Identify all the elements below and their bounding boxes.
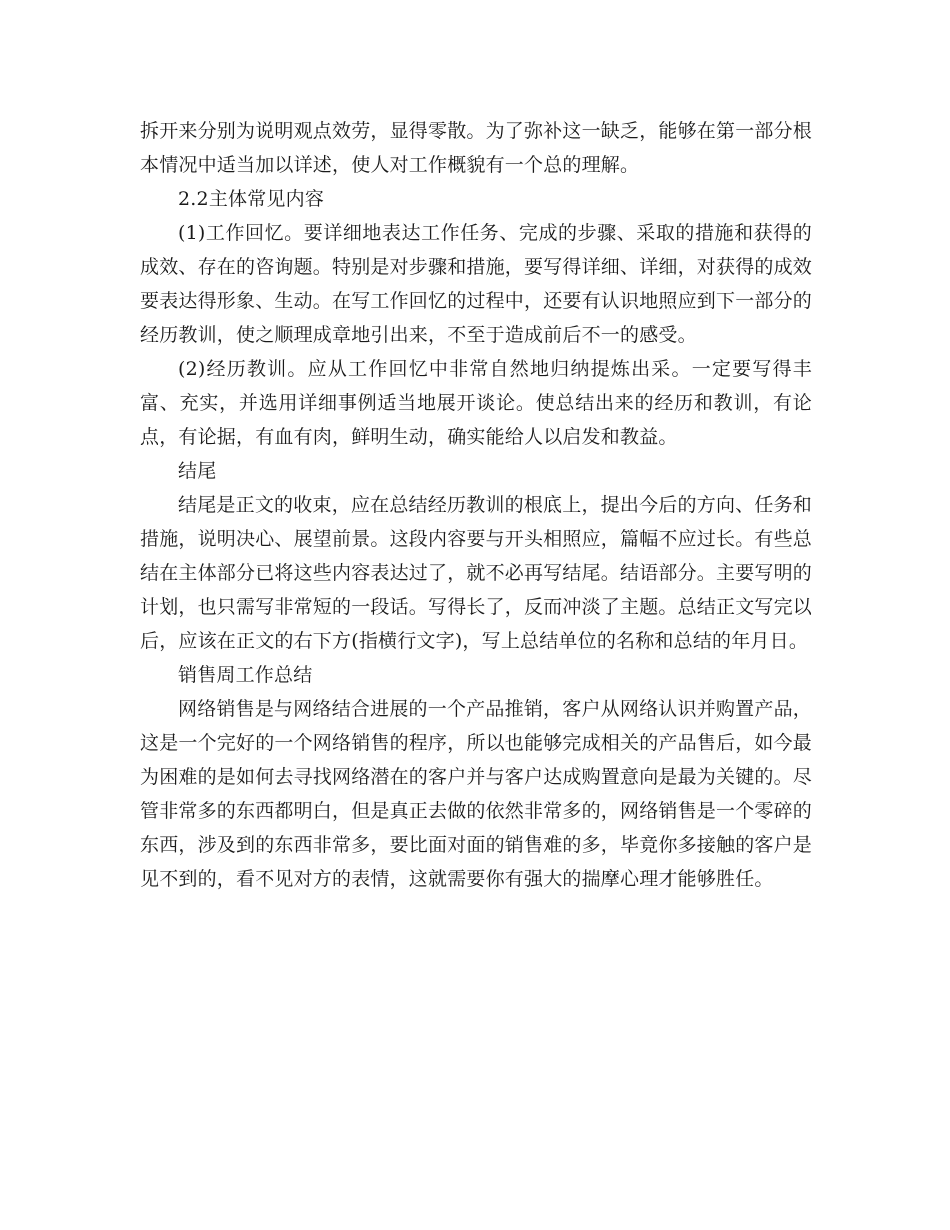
paragraph-continuation: 拆开来分别为说明观点效劳，显得零散。为了弥补这一缺乏，能够在第一部分根本情况中适当加以详述，使人对工作概貌有一个总的理解。 (140, 120, 813, 176)
paragraph-sales: 网络销售是与网络结合进展的一个产品推销，客户从网络认识并购置产品，这是一个完好的一个网络销售的程序，所以也能够完成相关的产品售后，如今最为困难的是如何去寻找网络潜在的客户并与客户达成购置意向是最为关键的。尽管非常多的东西都明白，但是真正去做的依然非常多的，网络销售是一个零碎的东西，涉及到的东西非常多，要比面对面的销售难的多，毕竟你多接触的客户是见不到的，看不见对方的表情，这就需要你有强大的揣摩心理才能够胜任。 (140, 698, 813, 890)
document-body (140, 114, 812, 896)
paragraph-work-review: (1)工作回忆。要详细地表达工作任务、完成的步骤、采取的措施和获得的成效、存在的咨询题。特别是对步骤和措施，要写得详细、详细，对获得的成效要表达得形象、生动。在写工作回忆的过程中，还要有认识地照应到下一部分的经历教训，使之顺理成章地引出来，不至于造成前后不一的感受。 (140, 222, 813, 346)
section-heading-ending: 结尾 (178, 460, 217, 482)
section-heading-sales-summary: 销售周工作总结 (178, 664, 313, 686)
paragraph-ending: 结尾是正文的收束，应在总结经历教训的根底上，提出今后的方向、任务和措施，说明决心、展望前景。这段内容要与开头相照应，篇幅不应过长。有些总结在主体部分已将这些内容表达过了，就不必再写结尾。结语部分。主要写明的计划，也只需写非常短的一段话。写得长了，反而冲淡了主题。总结正文写完以后，应该在正文的右下方(指横行文字)，写上总结单位的名称和总结的年月日。 (140, 494, 813, 652)
paragraph-lessons: (2)经历教训。应从工作回忆中非常自然地归纳提炼出采。一定要写得丰富、充实，并选用详细事例适当地展开谈论。使总结出来的经历和教训，有论点，有论据，有血有肉，鲜明生动，确实能给人以启发和教益。 (140, 358, 812, 448)
section-heading-main-content: 2.2主体常见内容 (178, 188, 325, 210)
